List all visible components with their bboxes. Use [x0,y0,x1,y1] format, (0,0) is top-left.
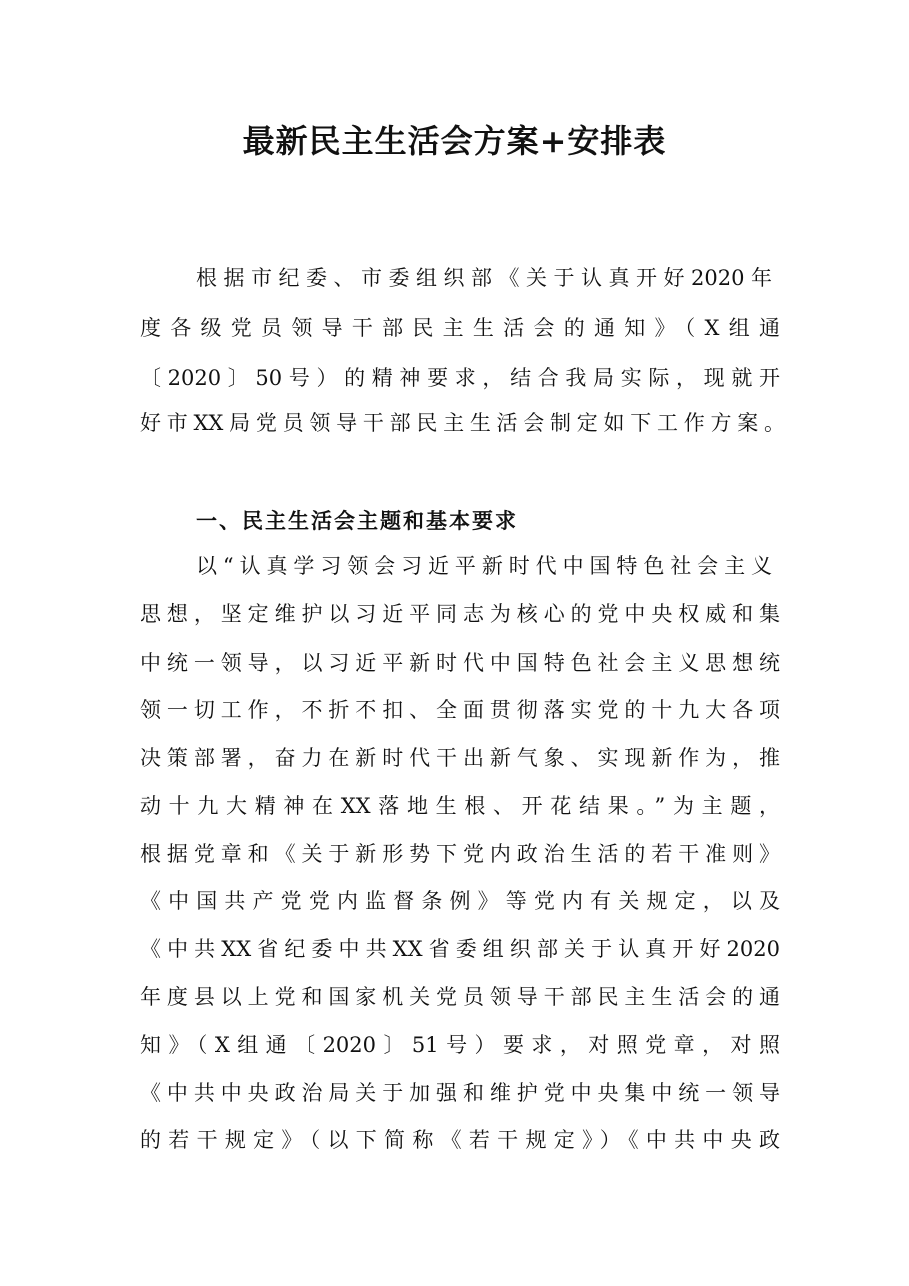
body-line: 《中共XX省纪委中共XX省委组织部关于认真开好2020 [140,937,780,961]
intro-line: 根据市纪委、市委组织部《关于认真开好2020年 [196,266,772,290]
body-line: 《中国共产党党内监督条例》等党内有关规定，以及 [140,889,780,913]
body-line: 知》（X组通〔2020〕51号）要求，对照党章，对照 [140,1033,780,1057]
body-line: 动十九大精神在XX落地生根、开花结果。”为主题， [140,794,780,818]
document-title: 最新民主生活会方案+安排表 [242,122,667,160]
body-line: 以“认真学习领会习近平新时代中国特色社会主义 [196,554,772,578]
intro-line: 度各级党员领导干部民主生活会的通知》（X组通 [140,316,780,340]
body-line: 决策部署，奋力在新时代干出新气象、实现新作为，推 [140,746,780,770]
body-line: 思想，坚定维护以习近平同志为核心的党中央权威和集 [140,602,780,626]
intro-line: 好市XX局党员领导干部民主生活会制定如下工作方案。 [140,411,785,435]
intro-line: 〔2020〕50号）的精神要求，结合我局实际，现就开 [140,366,780,390]
section-heading: 一、民主生活会主题和基本要求 [196,508,518,533]
body-line: 根据党章和《关于新形势下党内政治生活的若干准则》 [140,842,780,866]
body-line: 领一切工作，不折不扣、全面贯彻落实党的十九大各项 [140,698,780,722]
body-line: 的若干规定》（以下简称《若干规定》）《中共中央政 [140,1128,780,1152]
body-line: 年度县以上党和国家机关党员领导干部民主生活会的通 [140,985,780,1009]
body-line: 《中共中央政治局关于加强和维护党中央集中统一领导 [140,1081,780,1105]
body-line: 中统一领导，以习近平新时代中国特色社会主义思想统 [140,651,780,675]
